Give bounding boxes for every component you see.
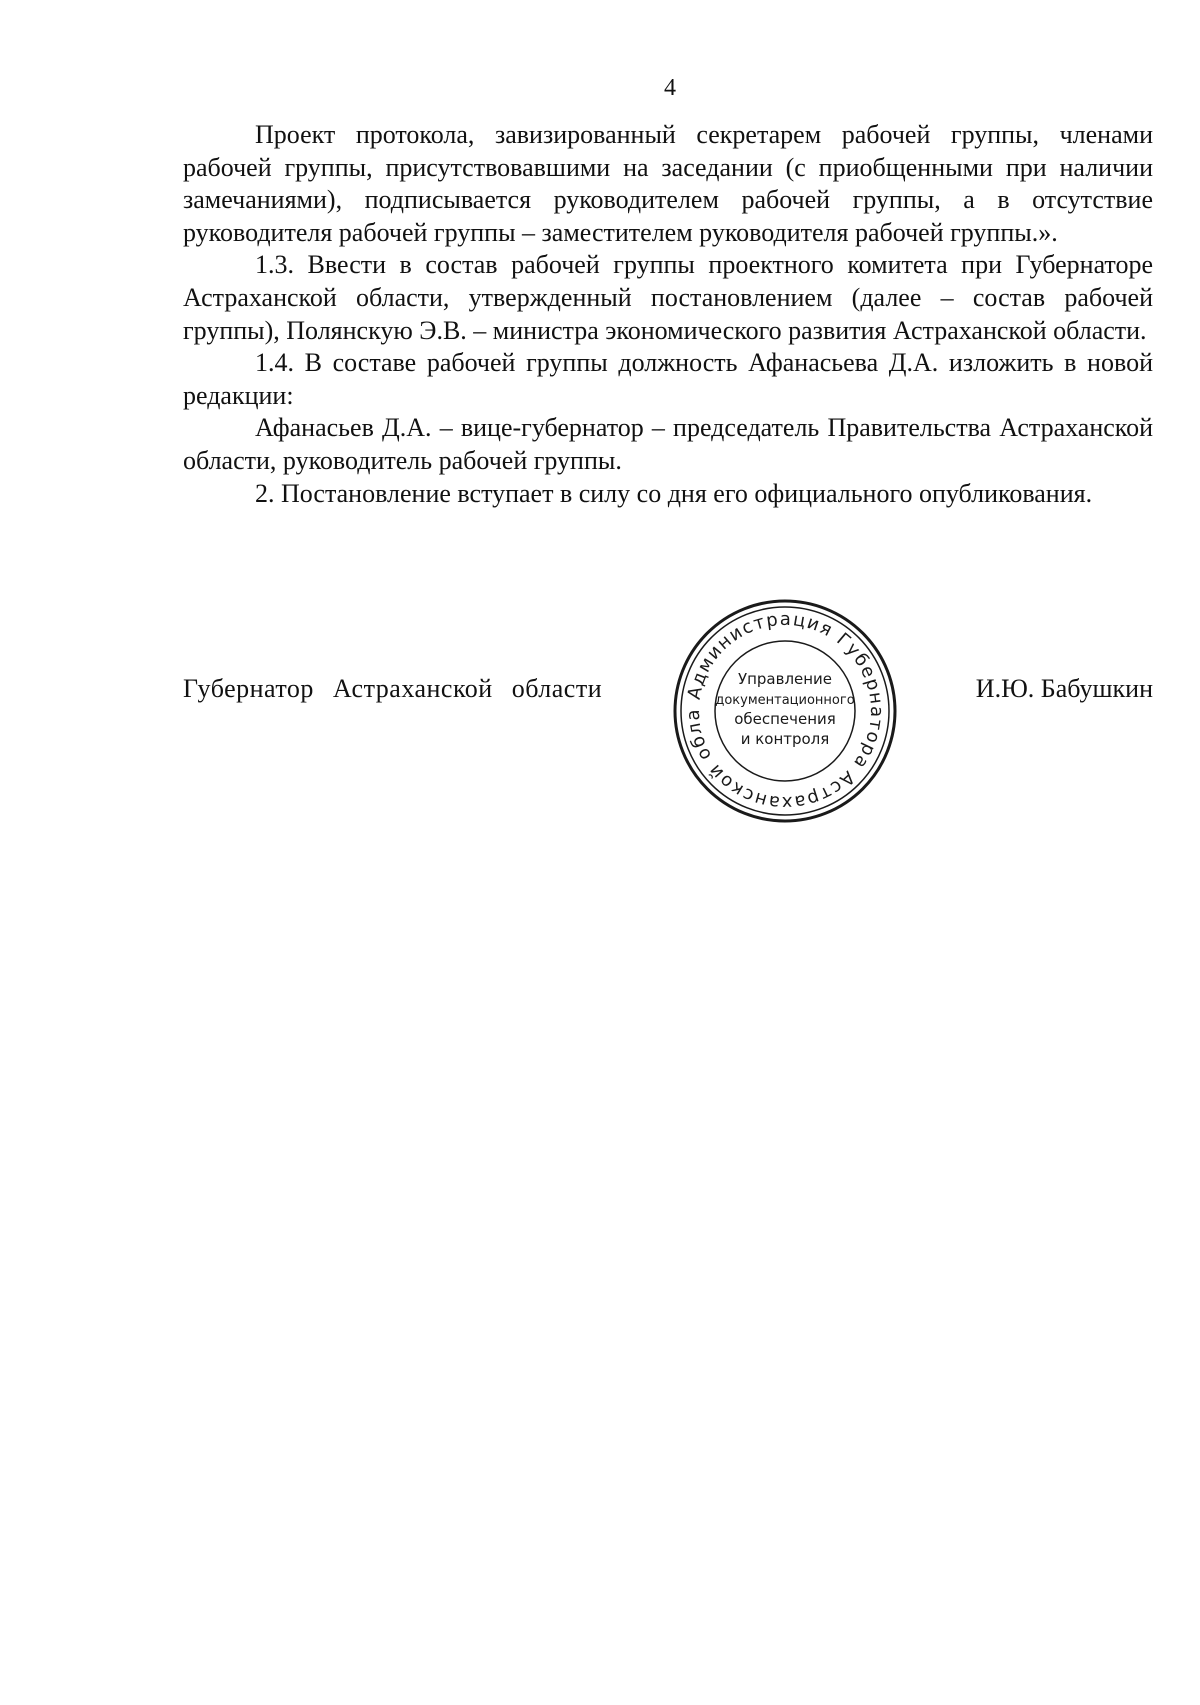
seal-outer-text: Администрация Губернатора Астраханской обла (682, 608, 888, 814)
official-seal (670, 596, 900, 826)
paragraph-1-3: 1.3. Ввести в состав рабочей группы проектного комитета при Губернаторе Астраханской области, утвержденный постановлением (далее – состав рабочей группы), Полянскую Э.В. – министра экономического развития Астраханской области. (183, 250, 1153, 345)
paragraph-1-4: 1.4. В составе рабочей группы должность Афанасьева Д.А. изложить в новой редакции: (183, 348, 1153, 410)
signatory-position: Губернатор Астраханской области (183, 674, 603, 703)
paragraph-afanasyev: Афанасьев Д.А. – вице-губернатор – председатель Правительства Астраханской области, руководитель рабочей группы. (183, 413, 1153, 475)
signature-block (183, 674, 1153, 714)
seal-inner-line-3: обеспечения (734, 710, 836, 728)
document-body (183, 119, 1153, 510)
seal-inner-line-2: документационного (715, 693, 855, 708)
paragraph-2-effective: 2. Постановление вступает в силу со дня его официального опубликования. (255, 478, 1093, 508)
seal-inner-line-4: и контроля (740, 730, 830, 748)
seal-stamp-icon (670, 596, 900, 826)
paragraph-protocol-draft: Проект протокола, завизированный секретарем рабочей группы, членами рабочей группы, присутствовавшими на заседании (с приобщенными при наличии замечаниями), подписывается руководителем рабочей группы, а в отсутствие руководителя рабочей группы – заместителем руководителя рабочей группы.». (183, 120, 1153, 247)
seal-inner-line-1: Управление (737, 670, 833, 688)
signatory-name: И.Ю. Бабушкин (975, 674, 1153, 703)
page-number: 4 (664, 75, 676, 101)
